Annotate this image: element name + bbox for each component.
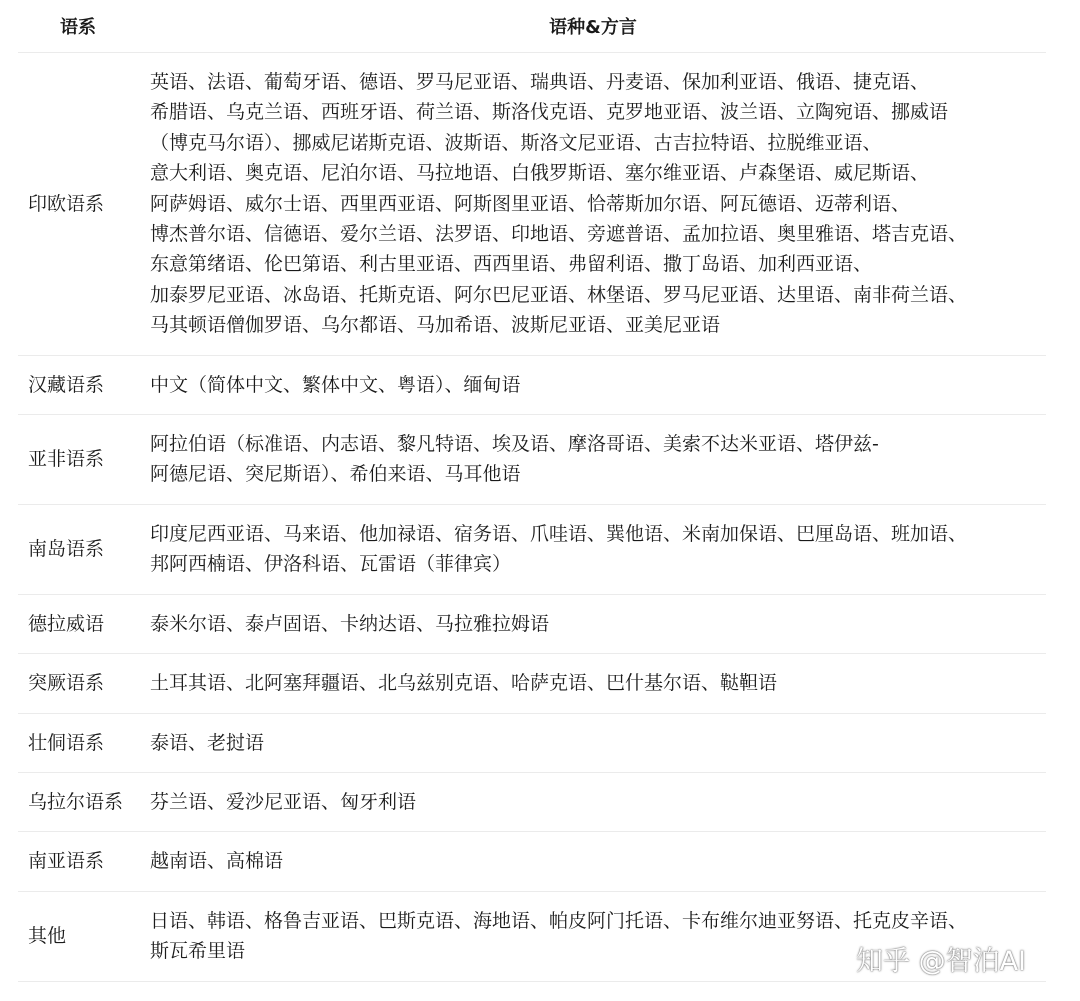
languages-line: 意大利语、奥克语、尼泊尔语、马拉地语、白俄罗斯语、塞尔维亚语、卢森堡语、威尼斯语、 xyxy=(150,162,930,185)
table-row xyxy=(18,772,1046,831)
languages-line: 中文（简体中文、繁体中文、粤语）、缅甸语 xyxy=(150,373,521,396)
languages-line: 英语、法语、葡萄牙语、德语、罗马尼亚语、瑞典语、丹麦语、保加利亚语、俄语、捷克语、 xyxy=(150,71,930,93)
languages-cell xyxy=(140,355,1046,414)
language-family-cell: 乌拉尔语系 xyxy=(18,772,140,831)
table-row xyxy=(18,504,1046,594)
language-family-cell: 亚非语系 xyxy=(18,415,140,505)
header-languages-dialects: 语种&方言 xyxy=(140,0,1046,53)
language-family-cell: 德拉威语 xyxy=(18,594,140,653)
languages-cell xyxy=(140,415,1046,505)
language-family-cell: 南亚语系 xyxy=(18,832,140,891)
languages-line: 斯瓦希里语 xyxy=(150,940,246,963)
languages-line: 阿德尼语、突尼斯语）、希伯来语、马耳他语 xyxy=(150,463,521,486)
language-family-cell: 汉藏语系 xyxy=(18,355,140,414)
languages-line: 东意第绪语、伦巴第语、利古里亚语、西西里语、弗留利语、撒丁岛语、加利西亚语、 xyxy=(150,253,873,276)
languages-line: 阿拉伯语（标准语、内志语、黎凡特语、埃及语、摩洛哥语、美索不达米亚语、塔伊兹- xyxy=(150,433,879,456)
language-family-cell: 印欧语系 xyxy=(18,53,140,356)
languages-line: 马其顿语僧伽罗语、乌尔都语、马加希语、波斯尼亚语、亚美尼亚语 xyxy=(150,314,721,337)
languages-line: 博杰普尔语、信德语、爱尔兰语、法罗语、印地语、旁遮普语、孟加拉语、奥里雅语、塔吉克语、 xyxy=(150,223,968,246)
languages-line: 芬兰语、爱沙尼亚语、匈牙利语 xyxy=(150,790,417,813)
language-family-cell: 壮侗语系 xyxy=(18,713,140,772)
language-family-table xyxy=(18,0,1046,982)
languages-cell xyxy=(140,594,1046,653)
languages-line: 加泰罗尼亚语、冰岛语、托斯克语、阿尔巴尼亚语、林堡语、罗马尼亚语、达里语、南非荷兰语、 xyxy=(150,283,968,306)
languages-cell xyxy=(140,832,1046,891)
languages-line: 阿萨姆语、威尔士语、西里西亚语、阿斯图里亚语、恰蒂斯加尔语、阿瓦德语、迈蒂利语、 xyxy=(150,192,911,215)
zhihu-watermark: 知乎 @智泊AI xyxy=(856,946,1027,977)
languages-line: 希腊语、乌克兰语、西班牙语、荷兰语、斯洛伐克语、克罗地亚语、波兰语、立陶宛语、挪威语 xyxy=(150,101,949,124)
table-row xyxy=(18,654,1046,713)
languages-cell xyxy=(140,772,1046,831)
language-family-cell: 突厥语系 xyxy=(18,654,140,713)
languages-line: 土耳其语、北阿塞拜疆语、北乌兹别克语、哈萨克语、巴什基尔语、鞑靼语 xyxy=(150,672,778,695)
languages-line: 印度尼西亚语、马来语、他加禄语、宿务语、爪哇语、巽他语、米南加保语、巴厘岛语、班加语、 xyxy=(150,522,968,545)
language-family-cell: 南岛语系 xyxy=(18,504,140,594)
languages-cell xyxy=(140,504,1046,594)
languages-line: 邦阿西楠语、伊洛科语、瓦雷语（菲律宾） xyxy=(150,553,512,576)
languages-line: 泰米尔语、泰卢固语、卡纳达语、马拉雅拉姆语 xyxy=(150,612,550,635)
table-row xyxy=(18,713,1046,772)
languages-line: 越南语、高棉语 xyxy=(150,850,284,873)
header-language-family: 语系 xyxy=(18,0,140,53)
table-row xyxy=(18,415,1046,505)
languages-line: 泰语、老挝语 xyxy=(150,731,265,754)
language-family-cell: 其他 xyxy=(18,891,140,981)
table-row xyxy=(18,832,1046,891)
languages-cell xyxy=(140,713,1046,772)
languages-line: 日语、韩语、格鲁吉亚语、巴斯克语、海地语、帕皮阿门托语、卡布维尔迪亚努语、托克皮辛语、 xyxy=(150,909,968,932)
table-row xyxy=(18,53,1046,356)
table-row xyxy=(18,594,1046,653)
languages-line: （博克马尔语）、挪威尼诺斯克语、波斯语、斯洛文尼亚语、古吉拉特语、拉脱维亚语、 xyxy=(150,131,882,154)
table-header-row xyxy=(18,0,1046,53)
table-body xyxy=(18,53,1046,982)
languages-cell xyxy=(140,53,1046,356)
languages-cell xyxy=(140,654,1046,713)
table-row xyxy=(18,355,1046,414)
